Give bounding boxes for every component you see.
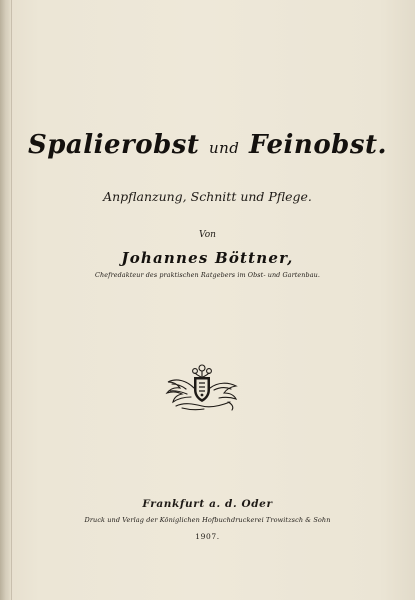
byline-von: Von [199, 230, 216, 240]
book-title-part2: Feinobst. [248, 130, 388, 160]
book-title [0, 128, 415, 165]
book-subtitle: Anpflanzung, Schnitt und Pflege. [103, 189, 312, 204]
author-name: Johannes Böttner, [121, 249, 294, 267]
book-title-part1: Spalierobst [27, 130, 200, 160]
imprint-year: 1907. [195, 532, 220, 541]
imprint-place: Frankfurt a. d. Oder [142, 498, 273, 510]
author-role: Chefredakteur des praktischen Ratgebers im Obst- und Gartenbau. [95, 271, 320, 279]
imprint-publisher: Druck und Verlag der Königlichen Hofbuchdruckerei Trowitzsch & Sohn [84, 516, 331, 524]
book-title-connector: und [208, 139, 240, 157]
printer-device-icon [164, 362, 240, 416]
